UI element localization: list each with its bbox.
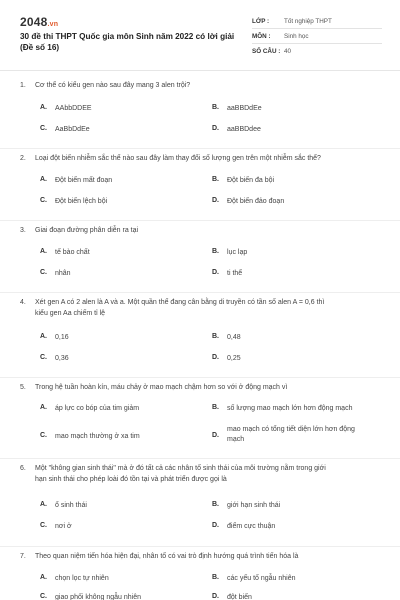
option-b[interactable] [212,574,296,584]
option-text: Đột biến lệch bội [55,198,108,205]
meta-label: MÔN : [252,32,271,40]
option-text: Đột biến đa bội [227,177,275,184]
option-letter: A. [40,574,47,581]
option-text: 0,48 [227,334,241,341]
meta-row-count [252,44,382,58]
option-text: tế bào chất [55,249,90,256]
option-letter: D. [212,432,219,439]
option-b[interactable] [212,176,274,186]
option-b[interactable] [212,248,247,258]
option-text: giới hạn sinh thái [227,502,281,509]
question-list [0,80,400,600]
question-2 [0,153,400,225]
option-text: aaBBDdee [227,126,261,133]
option-text: aaBBDdEe [227,105,262,112]
option-c[interactable] [40,125,90,135]
option-a[interactable] [40,248,90,258]
question-divider [0,220,400,221]
option-c[interactable] [40,197,107,207]
question-5 [0,382,400,463]
option-d[interactable] [212,593,252,600]
option-letter: B. [212,176,219,183]
option-letter: B. [212,104,219,111]
document-meta [252,14,382,58]
option-a[interactable] [40,176,112,186]
question-text: Trong hệ tuần hoàn kín, máu chảy ở mao mạch chậm hơn so với ở động mạch vì [35,384,288,391]
option-letter: C. [40,269,47,276]
question-number: 1. [20,82,26,89]
question-stem [20,297,380,319]
question-divider [0,546,400,547]
option-a[interactable] [40,574,109,584]
option-d[interactable] [212,125,261,135]
option-c[interactable] [40,593,141,600]
meta-value: Sinh học [284,32,309,40]
option-a[interactable] [40,333,69,343]
option-letter: B. [212,501,219,508]
question-text: Loại đột biến nhiễm sắc thể nào sau đây làm thay đổi số lượng gen trên một nhiễm sắc thể? [35,155,321,162]
document-header [0,0,400,60]
option-d[interactable] [212,425,382,444]
option-letter: B. [212,404,219,411]
site-logo[interactable] [20,15,58,29]
option-letter: A. [40,248,47,255]
option-text: mao mạch có tổng tiết diện lớn hơn động mạch [227,426,355,443]
option-d[interactable] [212,269,242,279]
question-divider [0,148,400,149]
meta-row-class [252,14,382,29]
option-text: nhân [55,270,71,277]
option-text: AaBbDdEe [55,126,90,133]
option-d[interactable] [212,354,241,364]
option-a[interactable] [40,404,139,414]
logo-suffix: .vn [47,21,59,28]
option-text: nơi ở [55,523,72,530]
question-divider [0,292,400,293]
option-letter: D. [212,354,219,361]
option-text: mao mạch thường ở xa tim [55,433,140,440]
option-c[interactable] [40,522,72,532]
meta-label: LỚP : [252,17,270,25]
question-stem [20,463,380,485]
option-letter: D. [212,269,219,276]
option-letter: C. [40,593,47,600]
option-text: Đột biến đảo đoạn [227,198,285,205]
meta-value: 40 [284,47,292,55]
question-stem [20,225,380,236]
option-letter: C. [40,432,47,439]
option-letter: C. [40,125,47,132]
option-a[interactable] [40,104,92,114]
option-letter: B. [212,333,219,340]
option-text: chọn lọc tự nhiên [55,575,109,582]
question-1 [0,80,400,153]
option-text: ổ sinh thái [55,502,87,509]
option-letter: C. [40,197,47,204]
question-stem [20,551,380,562]
question-text: Theo quan niệm tiến hóa hiện đại, nhân tố có vai trò định hướng quá trình tiến hóa là [35,553,299,560]
option-letter: C. [40,354,47,361]
option-letter: B. [212,248,219,255]
question-text: Một "không gian sinh thái" mà ở đó tất cả các nhân tố sinh thái của môi trường nằm trong giới [35,465,326,472]
question-3 [0,225,400,297]
option-text: áp lực co bóp của tim giảm [55,405,140,412]
question-text: Cơ thể có kiểu gen nào sau đây mang 3 alen trội? [35,82,191,89]
logo-main: 2048 [20,15,48,29]
option-letter: C. [40,522,47,529]
option-d[interactable] [212,522,275,532]
option-letter: A. [40,501,47,508]
option-text: 0,25 [227,355,241,362]
question-number: 6. [20,465,26,472]
question-number: 7. [20,553,26,560]
option-text: 0,36 [55,355,69,362]
question-text: Giai đoạn đường phân diễn ra tại [35,227,139,234]
option-letter: D. [212,522,219,529]
question-number: 4. [20,299,26,306]
header-divider [0,70,400,71]
question-6 [0,463,400,551]
question-text-continued: kiểu gen Aa chiếm tỉ lệ [35,310,106,317]
option-c[interactable] [40,354,69,364]
question-divider [0,377,400,378]
question-text: Xét gen A có 2 alen là A và a. Một quần thể đang cân bằng di truyền có tần số alen A = 0,6 thì [35,299,325,306]
question-7 [0,551,400,600]
meta-value: Tốt nghiệp THPT [284,17,332,25]
option-letter: A. [40,104,47,111]
option-d[interactable] [212,197,284,207]
option-text: đột biến [227,594,252,600]
option-b[interactable] [212,333,241,343]
option-text: Đột biến mất đoạn [55,177,113,184]
question-text-continued: hạn sinh thái cho phép loài đó tồn tại và phát triển được gọi là [35,476,227,483]
question-stem [20,80,380,91]
document-title: 30 đề thi THPT Quốc gia môn Sinh năm 2022 có lời giải (Đề số 16) [20,32,235,52]
option-a[interactable] [40,501,87,511]
option-text: AAbbDDEE [55,105,92,112]
option-letter: B. [212,574,219,581]
question-number: 2. [20,155,26,162]
meta-row-subject [252,29,382,44]
question-number: 3. [20,227,26,234]
option-letter: A. [40,333,47,340]
option-text: số lượng mao mạch lớn hơn động mạch [227,405,353,412]
question-divider [0,458,400,459]
option-letter: A. [40,404,47,411]
option-letter: D. [212,593,219,600]
option-text: giao phối không ngẫu nhiên [55,594,142,600]
option-b[interactable] [212,404,352,414]
option-text: ti thể [227,270,243,277]
option-c[interactable] [40,269,71,279]
question-stem [20,382,380,393]
option-text: lục lạp [227,249,248,256]
option-c[interactable] [40,432,140,442]
option-b[interactable] [212,104,262,114]
option-b[interactable] [212,501,280,511]
option-text: các yếu tố ngẫu nhiên [227,575,296,582]
question-stem [20,153,380,164]
question-number: 5. [20,384,26,391]
option-letter: D. [212,125,219,132]
question-4 [0,297,400,382]
option-text: 0,16 [55,334,69,341]
meta-label: SỐ CÂU : [252,47,281,55]
option-text: điểm cực thuận [227,523,276,530]
option-letter: A. [40,176,47,183]
option-letter: D. [212,197,219,204]
